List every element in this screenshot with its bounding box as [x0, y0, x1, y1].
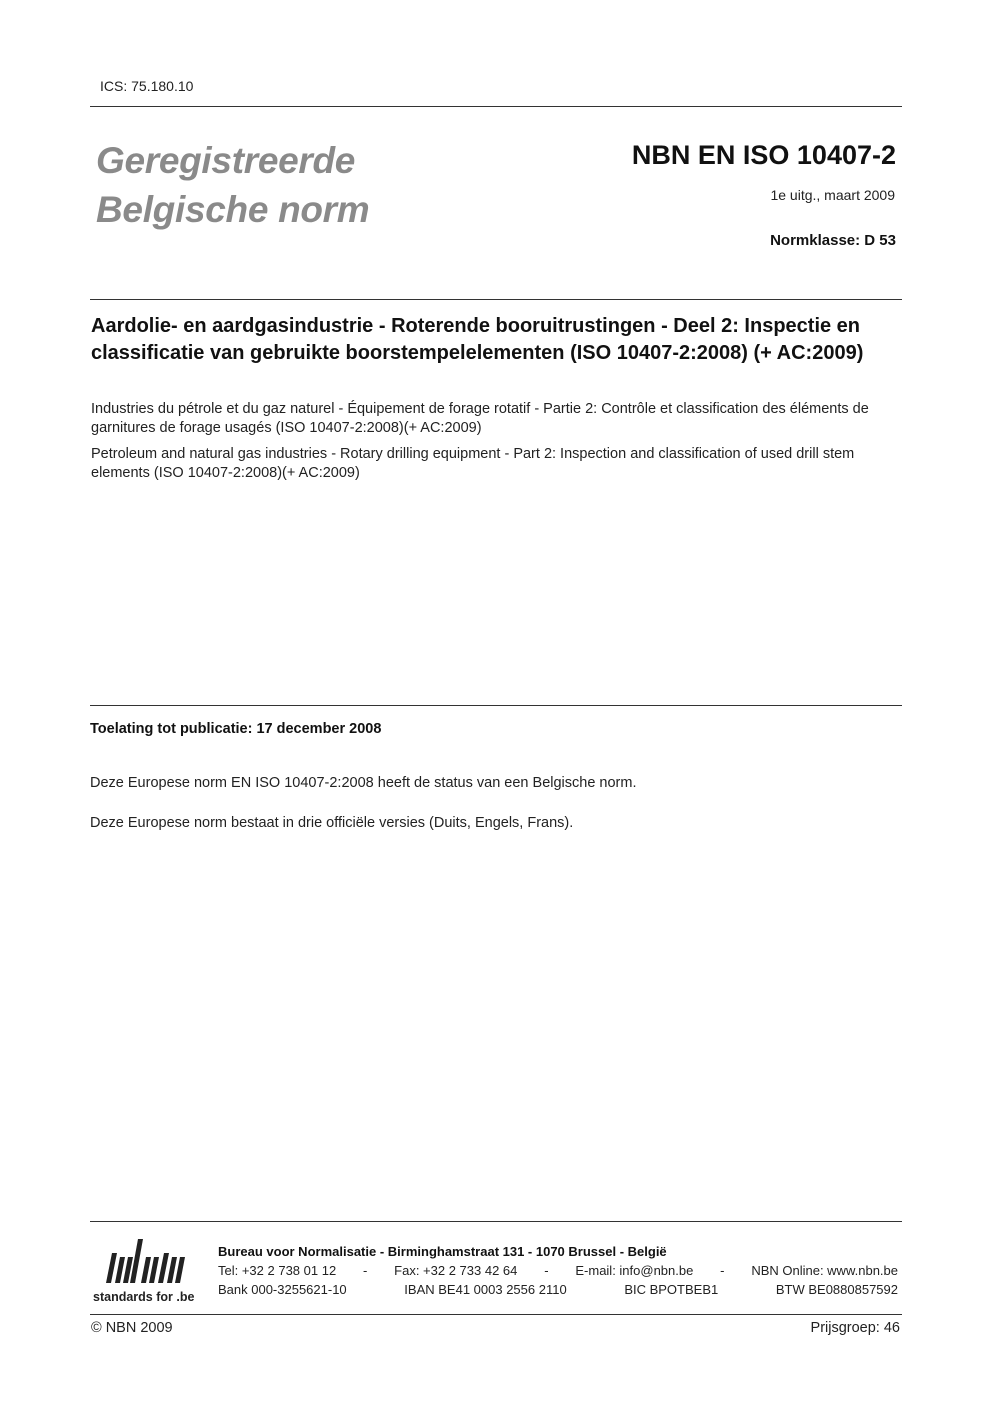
title-english: Petroleum and natural gas industries - Rotary drilling equipment - Part 2: Inspection and classification of used drill stem elements (ISO 10407-2:2008)(+ AC:2009) [91, 446, 855, 481]
iban: IBAN BE41 0003 2556 2110 [404, 1282, 567, 1297]
copyright: © NBN 2009 [91, 1320, 173, 1336]
fax: Fax: +32 2 733 42 64 [394, 1263, 518, 1278]
vat-number: BTW BE0880857592 [775, 1282, 898, 1297]
bottom-divider [90, 1314, 902, 1315]
nbn-logo-graphic [90, 1235, 210, 1305]
registered-title [96, 136, 369, 234]
ics-code: ICS: 75.180.10 [100, 78, 194, 94]
versions-paragraph: Deze Europese norm bestaat in drie officiële versies (Duits, Engels, Frans). [90, 815, 574, 831]
bic: BIC BPOTBEB1 [624, 1282, 719, 1297]
header-divider [90, 106, 902, 107]
edition-date: 1e uitg., maart 2009 [770, 187, 895, 203]
separator: - [363, 1263, 368, 1278]
price-group: Prijsgroep: 46 [810, 1320, 900, 1336]
separator: - [544, 1263, 549, 1278]
website: NBN Online: www.nbn.be [751, 1263, 898, 1278]
registered-title-line2: Belgische norm [96, 189, 370, 230]
nbn-logo [90, 1235, 210, 1305]
status-paragraph: Deze Europese norm EN ISO 10407-2:2008 heeft de status van een Belgische norm. [90, 775, 637, 791]
title-divider [90, 299, 902, 300]
title-french: Industries du pétrole et du gaz naturel - Équipement de forage rotatif - Partie 2: Contrôle et classification des éléments de garnitures de forage usagés (ISO 10407-2:2008)(+ AC:2009) [91, 401, 869, 436]
footer-divider [90, 1221, 902, 1222]
norm-class: Normklasse: D 53 [770, 232, 896, 249]
standard-id: NBN EN ISO 10407-2 [631, 140, 896, 170]
registered-title-line1: Geregistreerde [96, 140, 356, 181]
publication-approval: Toelating tot publicatie: 17 december 2008 [90, 721, 382, 737]
separator: - [720, 1263, 725, 1278]
title-dutch: Aardolie- en aardgasindustrie - Roterende booruitrustingen - Deel 2: Inspectie en classificatie van gebruikte boorstempelelementen (ISO 10407-2:2008) (+ AC:2009) [91, 315, 864, 364]
contact-block [218, 1242, 898, 1299]
contact-row [218, 1261, 898, 1280]
approval-divider [90, 705, 902, 706]
phone: Tel: +32 2 738 01 12 [218, 1263, 337, 1278]
bank-row [218, 1280, 898, 1299]
address-line: Bureau voor Normalisatie - Birminghamstraat 131 - 1070 Brussel - België [218, 1244, 667, 1259]
email: E-mail: info@nbn.be [575, 1263, 694, 1278]
logo-tagline: standards for .be [93, 1290, 195, 1304]
bank-account: Bank 000-3255621-10 [218, 1282, 347, 1297]
